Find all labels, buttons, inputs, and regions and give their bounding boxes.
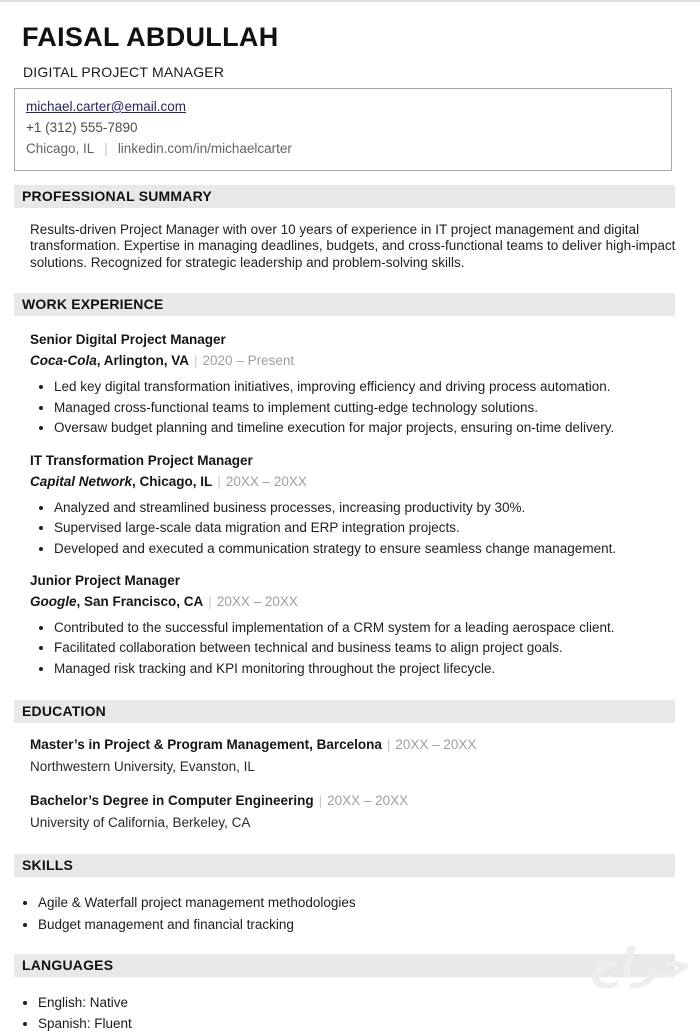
watermark-haraj-logo: حراج (586, 939, 697, 988)
job-bullet: • Contributed to the successful implementation of a CRM system for a leading aerospace client. (54, 620, 675, 636)
resume-job-title: DIGITAL PROJECT MANAGER (23, 64, 225, 80)
separator-pipe: | (386, 737, 391, 753)
company-name: Capital Network (30, 473, 133, 489)
section-heading-skills: SKILLS (14, 854, 675, 877)
linkedin-text: linkedin.com/in/michaelcarter (117, 140, 292, 156)
job-dates: 20XX – 20XX (225, 473, 307, 489)
job-meta (30, 594, 675, 609)
school-name: Northwestern University, Evanston, IL (30, 759, 255, 775)
job-entry-senior-digital-pm (30, 332, 675, 436)
school-name: University of California, Berkeley, CA (30, 815, 251, 831)
education-degree-row (30, 793, 675, 808)
job-meta (30, 474, 675, 489)
languages-list (14, 994, 675, 1032)
education-dates: 20XX – 20XX (395, 737, 477, 753)
job-bullet: • Developed and executed a communication strategy to ensure seamless change management. (54, 541, 675, 557)
job-title: IT Transformation Project Manager (30, 452, 253, 468)
job-dates: 20XX – 20XX (216, 593, 298, 609)
language-item: • Spanish: Fluent (38, 1015, 675, 1032)
section-heading-languages: LANGUAGES (14, 954, 675, 977)
separator-pipe: | (208, 593, 212, 609)
job-bullet-list (30, 620, 675, 677)
job-location: , Chicago, IL (132, 473, 213, 489)
job-location: , San Francisco, CA (76, 593, 204, 609)
job-bullet: • Facilitated collaboration between technical and business teams to align project goals. (54, 640, 675, 656)
company-name: Coca-Cola (30, 353, 97, 369)
job-dates: 2020 – Present (202, 353, 295, 369)
job-bullet-list (30, 500, 675, 557)
location-text: Chicago, IL (26, 140, 95, 156)
summary-text: Results-driven Project Manager with over 10 years of experience in IT project management and digital transformation. Expertise in managing deadlines, budgets, and cross-functional teams to deliver high-impact solutions. Recognized for strategic leadership and problem-solving skills. (30, 221, 676, 270)
separator-pipe: | (194, 353, 198, 369)
skill-item: • Budget management and financial tracking (38, 916, 675, 933)
education-entry-bachelors (30, 793, 675, 830)
email-link[interactable]: michael.carter@email.com (26, 99, 186, 114)
job-bullet: • Oversaw budget planning and timeline execution for major projects, ensuring on-time delivery. (54, 420, 675, 436)
contact-email-row (26, 97, 659, 118)
separator-pipe: | (104, 140, 108, 156)
job-bullet: • Managed cross-functional teams to implement cutting-edge technology solutions. (54, 400, 675, 416)
company-name: Google (30, 593, 77, 609)
job-title: Senior Digital Project Manager (30, 332, 226, 348)
contact-card (14, 88, 672, 171)
job-bullet: • Led key digital transformation initiatives, improving efficiency and driving process automation. (54, 379, 675, 395)
job-bullet: • Managed risk tracking and KPI monitoring throughout the project lifecycle. (54, 661, 675, 677)
section-heading-experience: WORK EXPERIENCE (14, 293, 675, 316)
skill-item: • Agile & Waterfall project management methodologies (38, 894, 675, 911)
job-entry-it-transformation-pm (30, 453, 675, 557)
job-bullet: • Analyzed and streamlined business processes, increasing productivity by 30%. (54, 500, 675, 516)
job-title: Junior Project Manager (30, 572, 181, 588)
language-item: • English: Native (38, 994, 675, 1011)
separator-pipe: | (217, 473, 221, 489)
degree-name: Bachelor’s Degree in Computer Engineering (30, 793, 314, 809)
degree-name: Master’s in Project & Program Management, Barcelona (30, 737, 382, 753)
phone-number: +1 (312) 555-7890 (26, 119, 138, 135)
resume-page (0, 2, 700, 1032)
job-location: , Arlington, VA (96, 353, 190, 369)
job-bullet: • Supervised large-scale data migration and ERP integration projects. (54, 520, 675, 536)
separator-pipe: | (318, 793, 323, 809)
education-dates: 20XX – 20XX (327, 793, 409, 809)
job-entry-junior-pm (30, 573, 675, 677)
resume-name: FAISAL ABDULLAH (22, 22, 279, 52)
section-heading-education: EDUCATION (14, 700, 675, 723)
job-meta (30, 353, 675, 368)
education-entry-masters (30, 737, 675, 774)
skills-list (14, 894, 675, 933)
section-heading-summary: PROFESSIONAL SUMMARY (14, 185, 675, 208)
education-degree-row (30, 737, 675, 752)
location-row (26, 139, 659, 160)
job-bullet-list (30, 379, 675, 436)
